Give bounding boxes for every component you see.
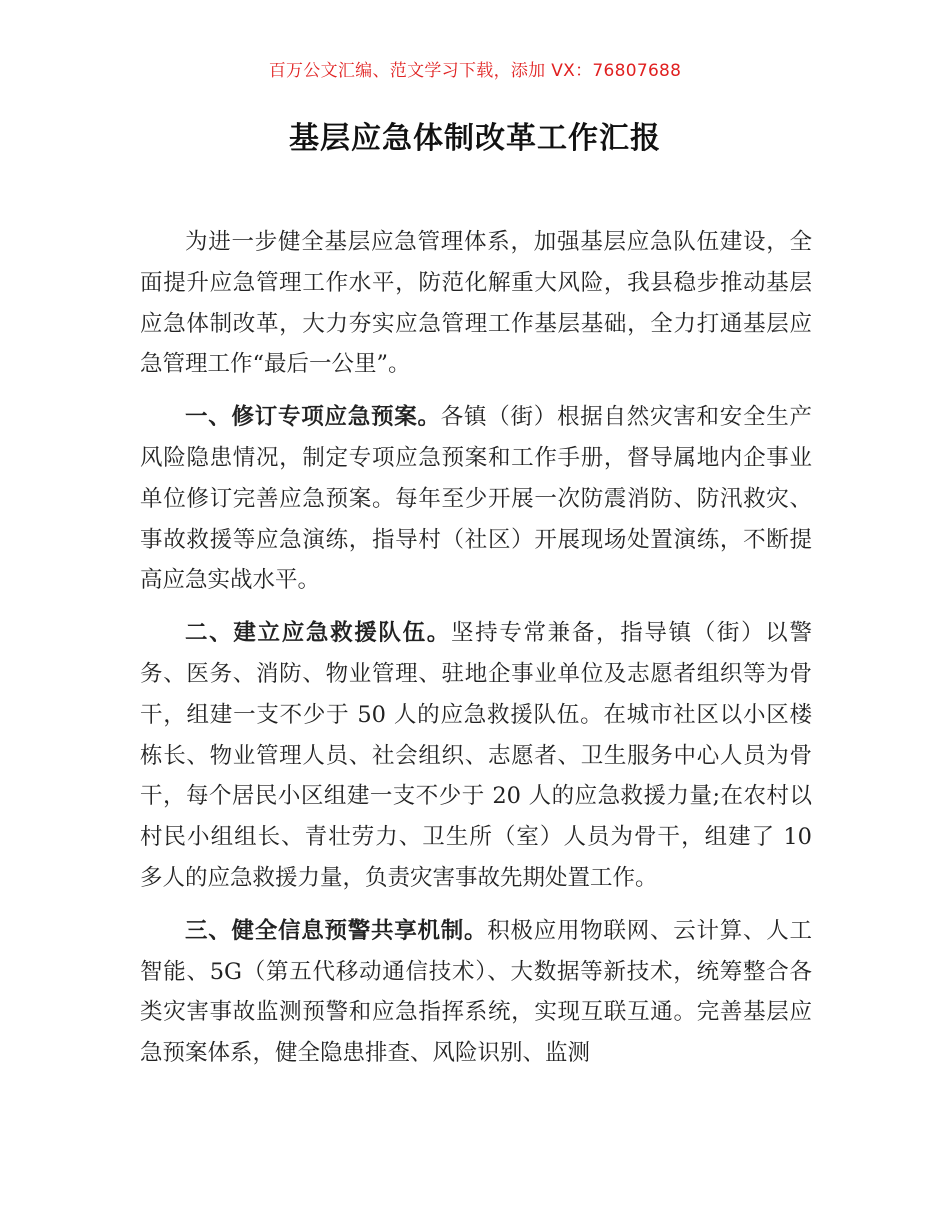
paragraph-section-3 xyxy=(140,911,812,1074)
document-body xyxy=(140,222,812,1086)
paragraph-text: 坚持专常兼备，指导镇（街）以警务、医务、消防、物业管理、驻地企事业单位及志愿者组织等为骨干，组建一支不少于 50 人的应急救援队伍。在城市社区以小区楼栋长、物业管理人员、社会组织、志愿者、卫生服务中心人员为骨干，每个居民小区组建一支不少于 20 人的应急救援力量;在农村以村民小组组长、青壮劳力、卫生所（室）人员为骨干，组建了 10 多人的应急救援力量，负责灾害事故先期处置工作。 xyxy=(140,620,812,891)
paragraph-section-2 xyxy=(140,613,812,899)
paragraph-text: 为进一步健全基层应急管理体系，加强基层应急队伍建设，全面提升应急管理工作水平，防范化解重大风险，我县稳步推动基层应急体制改革，大力夯实应急管理工作基层基础，全力打通基层应急管理工作“最后一公里”。 xyxy=(140,229,812,378)
paragraph-intro xyxy=(140,222,812,385)
section-heading: 一、修订专项应急预案。 xyxy=(185,404,441,431)
paragraph-section-1 xyxy=(140,397,812,601)
section-heading: 三、健全信息预警共享机制。 xyxy=(185,917,488,944)
section-heading: 二、建立应急救援队伍。 xyxy=(185,620,451,647)
paragraph-text: 各镇（街）根据自然灾害和安全生产风险隐患情况，制定专项应急预案和工作手册，督导属地内企事业单位修订完善应急预案。每年至少开展一次防震消防、防汛救灾、事故救援等应急演练，指导村（社区）开展现场处置演练，不断提高应急实战水平。 xyxy=(140,404,812,594)
header-note: 百万公文汇编、范文学习下载，添加 VX：76807688 xyxy=(268,61,682,81)
paragraph-text: 积极应用物联网、云计算、人工智能、5G（第五代移动通信技术）、大数据等新技术，统筹整合各类灾害事故监测预警和应急指挥系统，实现互联互通。完善基层应急预案体系，健全隐患排查、风险识别、监测 xyxy=(140,917,812,1067)
page-title: 基层应急体制改革工作汇报 xyxy=(289,121,661,156)
